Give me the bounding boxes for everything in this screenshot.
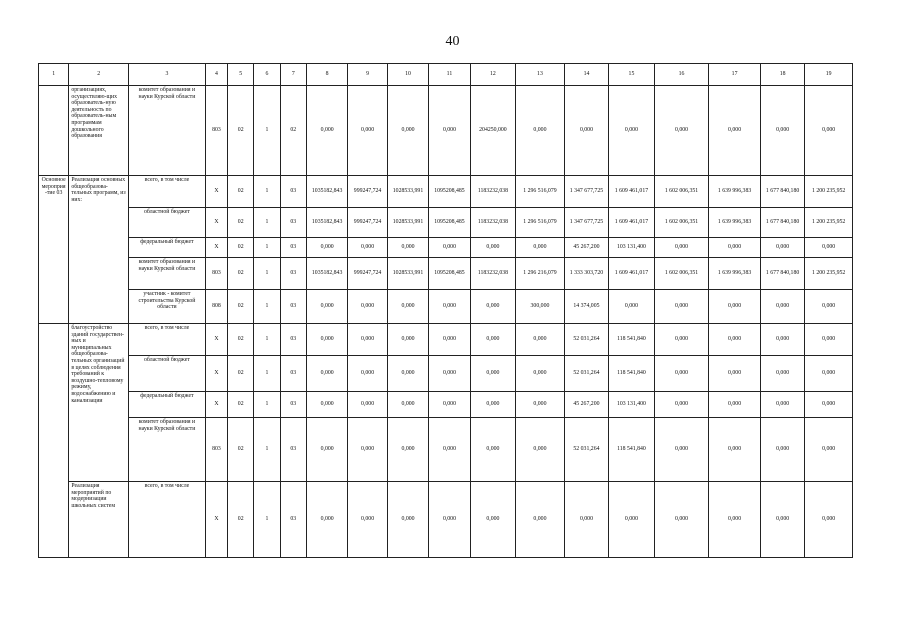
value-cell: 0,000 <box>348 238 387 258</box>
value-cell: 0,000 <box>306 418 347 482</box>
pr-code-cell: 1 <box>254 86 280 176</box>
value-cell: 999247,724 <box>348 208 387 238</box>
grbs-code-cell: X <box>205 176 227 208</box>
value-cell: 0,000 <box>306 392 347 418</box>
value-cell: 0,000 <box>429 356 470 392</box>
table-row <box>39 418 853 482</box>
value-cell: 14 374,005 <box>564 290 608 324</box>
column-number: 17 <box>709 64 761 86</box>
executor-cell: всего, в том числе <box>128 176 205 208</box>
value-cell: 1 602 006,351 <box>654 258 709 290</box>
table-row <box>39 86 853 176</box>
grbs-code-cell: 803 <box>205 258 227 290</box>
column-number: 10 <box>387 64 428 86</box>
value-cell: 1 333 303,720 <box>564 258 608 290</box>
value-cell: 1 296 516,079 <box>516 208 565 238</box>
value-cell: 0,000 <box>348 392 387 418</box>
activity-name-cell: благоустройство зданий государствен-ных и муниципальных общеобразова-тельных организаций в целях соблюдения требований к воздушно-тепловому режиму, водоснабжению и канализации <box>69 324 129 482</box>
executor-cell: комитет образования и науки Курской области <box>128 418 205 482</box>
value-cell: 1035182,843 <box>306 258 347 290</box>
rz-code-cell: 02 <box>228 238 254 258</box>
value-cell: 1035182,843 <box>306 208 347 238</box>
rz-code-cell: 02 <box>228 290 254 324</box>
value-cell: 0,000 <box>516 356 565 392</box>
value-cell: 0,000 <box>564 482 608 558</box>
column-number: 13 <box>516 64 565 86</box>
value-cell: 0,000 <box>516 392 565 418</box>
value-cell: 0,000 <box>760 290 804 324</box>
table-body <box>39 64 853 558</box>
value-cell: 0,000 <box>760 392 804 418</box>
column-number-row <box>39 64 853 86</box>
pr-code-cell: 1 <box>254 324 280 356</box>
table-row <box>39 176 853 208</box>
value-cell: 1 677 840,180 <box>760 258 804 290</box>
grbs-code-cell: X <box>205 324 227 356</box>
value-cell: 1183232,038 <box>470 176 516 208</box>
value-cell: 1183232,038 <box>470 208 516 238</box>
value-cell: 0,000 <box>654 290 709 324</box>
value-cell: 103 131,400 <box>609 392 655 418</box>
value-cell: 0,000 <box>387 324 428 356</box>
value-cell: 1 609 461,017 <box>609 208 655 238</box>
value-cell: 0,000 <box>654 356 709 392</box>
value-cell: 0,000 <box>654 324 709 356</box>
value-cell: 1095208,485 <box>429 208 470 238</box>
value-cell: 0,000 <box>709 290 761 324</box>
value-cell: 1 609 461,017 <box>609 176 655 208</box>
grbs-code-cell: X <box>205 238 227 258</box>
column-number: 4 <box>205 64 227 86</box>
column-number: 14 <box>564 64 608 86</box>
page-number: 40 <box>445 34 460 49</box>
grbs-code-cell: X <box>205 482 227 558</box>
value-cell: 0,000 <box>429 238 470 258</box>
value-cell: 0,000 <box>654 418 709 482</box>
value-cell: 1183232,038 <box>470 258 516 290</box>
value-cell: 0,000 <box>760 238 804 258</box>
value-cell: 0,000 <box>429 86 470 176</box>
table-row <box>39 392 853 418</box>
value-cell: 0,000 <box>609 86 655 176</box>
csr-code-cell: 03 <box>280 418 306 482</box>
executor-cell: комитет образования и науки Курской области <box>128 258 205 290</box>
value-cell: 0,000 <box>429 290 470 324</box>
value-cell: 0,000 <box>654 238 709 258</box>
value-cell: 0,000 <box>609 482 655 558</box>
value-cell: 1035182,843 <box>306 176 347 208</box>
value-cell: 45 267,200 <box>564 392 608 418</box>
value-cell: 0,000 <box>760 482 804 558</box>
activity-status-cell <box>39 86 69 176</box>
value-cell: 300,000 <box>516 290 565 324</box>
value-cell: 1 296 516,079 <box>516 176 565 208</box>
column-number: 6 <box>254 64 280 86</box>
csr-code-cell: 03 <box>280 356 306 392</box>
pr-code-cell: 1 <box>254 392 280 418</box>
value-cell: 52 031,264 <box>564 324 608 356</box>
value-cell: 0,000 <box>805 290 853 324</box>
value-cell: 0,000 <box>429 418 470 482</box>
value-cell: 0,000 <box>654 392 709 418</box>
value-cell: 1 200 235,952 <box>805 208 853 238</box>
table-row <box>39 482 853 558</box>
value-cell: 0,000 <box>387 482 428 558</box>
value-cell: 1 602 006,351 <box>654 208 709 238</box>
value-cell: 52 031,264 <box>564 356 608 392</box>
value-cell: 0,000 <box>805 356 853 392</box>
value-cell: 0,000 <box>760 418 804 482</box>
value-cell: 0,000 <box>709 482 761 558</box>
column-number: 1 <box>39 64 69 86</box>
value-cell: 0,000 <box>516 238 565 258</box>
value-cell: 1028533,991 <box>387 208 428 238</box>
value-cell: 0,000 <box>470 482 516 558</box>
value-cell: 0,000 <box>564 86 608 176</box>
csr-code-cell: 03 <box>280 208 306 238</box>
column-number: 16 <box>654 64 709 86</box>
executor-cell: областной бюджет <box>128 208 205 238</box>
activity-name-cell: Реализация мероприятий по модернизации школьных систем <box>69 482 129 558</box>
table-row <box>39 208 853 238</box>
column-number: 2 <box>69 64 129 86</box>
pr-code-cell: 1 <box>254 418 280 482</box>
activity-status-cell <box>39 324 69 558</box>
value-cell: 1 296 216,079 <box>516 258 565 290</box>
value-cell: 0,000 <box>387 86 428 176</box>
csr-code-cell: 03 <box>280 258 306 290</box>
value-cell: 0,000 <box>306 324 347 356</box>
pr-code-cell: 1 <box>254 290 280 324</box>
value-cell: 0,000 <box>805 324 853 356</box>
executor-cell: всего, в том числе <box>128 324 205 356</box>
value-cell: 0,000 <box>805 392 853 418</box>
value-cell: 0,000 <box>760 356 804 392</box>
value-cell: 0,000 <box>306 482 347 558</box>
budget-table <box>38 63 853 558</box>
value-cell: 1095208,485 <box>429 176 470 208</box>
rz-code-cell: 02 <box>228 356 254 392</box>
value-cell: 1 347 677,725 <box>564 176 608 208</box>
csr-code-cell: 03 <box>280 176 306 208</box>
csr-code-cell: 03 <box>280 238 306 258</box>
value-cell: 45 267,200 <box>564 238 608 258</box>
grbs-code-cell: 808 <box>205 290 227 324</box>
executor-cell: участник - комитет строительства Курской области <box>128 290 205 324</box>
value-cell: 0,000 <box>709 392 761 418</box>
value-cell: 0,000 <box>654 86 709 176</box>
value-cell: 0,000 <box>709 356 761 392</box>
activity-name-cell: Реализация основных общеобразова-тельных программ, из них: <box>69 176 129 324</box>
value-cell: 0,000 <box>306 290 347 324</box>
value-cell: 999247,724 <box>348 176 387 208</box>
value-cell: 118 541,840 <box>609 324 655 356</box>
value-cell: 0,000 <box>709 238 761 258</box>
value-cell: 1028533,991 <box>387 176 428 208</box>
value-cell: 0,000 <box>470 418 516 482</box>
value-cell: 0,000 <box>609 290 655 324</box>
value-cell: 1 677 840,180 <box>760 208 804 238</box>
value-cell: 0,000 <box>470 392 516 418</box>
rz-code-cell: 02 <box>228 258 254 290</box>
value-cell: 0,000 <box>654 482 709 558</box>
value-cell: 0,000 <box>348 324 387 356</box>
pr-code-cell: 1 <box>254 356 280 392</box>
value-cell: 1 639 996,383 <box>709 208 761 238</box>
pr-code-cell: 1 <box>254 238 280 258</box>
csr-code-cell: 03 <box>280 482 306 558</box>
csr-code-cell: 03 <box>280 324 306 356</box>
executor-cell: комитет образования и науки Курской области <box>128 86 205 176</box>
value-cell: 1 677 840,180 <box>760 176 804 208</box>
value-cell: 1 639 996,383 <box>709 176 761 208</box>
csr-code-cell: 02 <box>280 86 306 176</box>
pr-code-cell: 1 <box>254 482 280 558</box>
table-row <box>39 356 853 392</box>
rz-code-cell: 02 <box>228 324 254 356</box>
value-cell: 0,000 <box>306 86 347 176</box>
value-cell: 52 031,264 <box>564 418 608 482</box>
value-cell: 1 200 235,952 <box>805 258 853 290</box>
rz-code-cell: 02 <box>228 86 254 176</box>
value-cell: 0,000 <box>805 238 853 258</box>
value-cell: 0,000 <box>709 324 761 356</box>
column-number: 8 <box>306 64 347 86</box>
column-number: 7 <box>280 64 306 86</box>
value-cell: 0,000 <box>805 482 853 558</box>
pr-code-cell: 1 <box>254 258 280 290</box>
column-number: 11 <box>429 64 470 86</box>
executor-cell: федеральный бюджет <box>128 238 205 258</box>
activity-name-cell: организациях, осуществляю-щих образователь-ную деятельность по образователь-ным программам дошкольного образования <box>69 86 129 176</box>
activity-status-cell: Основное мероприя-тие 03 <box>39 176 69 324</box>
value-cell: 0,000 <box>516 324 565 356</box>
table-row <box>39 324 853 356</box>
value-cell: 1 639 996,383 <box>709 258 761 290</box>
column-number: 18 <box>760 64 804 86</box>
value-cell: 118 541,840 <box>609 356 655 392</box>
value-cell: 118 541,840 <box>609 418 655 482</box>
grbs-code-cell: 803 <box>205 86 227 176</box>
value-cell: 0,000 <box>306 238 347 258</box>
value-cell: 1095208,485 <box>429 258 470 290</box>
table-row <box>39 258 853 290</box>
grbs-code-cell: 803 <box>205 418 227 482</box>
value-cell: 0,000 <box>470 238 516 258</box>
value-cell: 0,000 <box>387 418 428 482</box>
executor-cell: областной бюджет <box>128 356 205 392</box>
value-cell: 0,000 <box>470 290 516 324</box>
value-cell: 1 200 235,952 <box>805 176 853 208</box>
rz-code-cell: 02 <box>228 176 254 208</box>
value-cell: 1028533,991 <box>387 258 428 290</box>
csr-code-cell: 03 <box>280 290 306 324</box>
value-cell: 103 131,400 <box>609 238 655 258</box>
value-cell: 0,000 <box>348 356 387 392</box>
value-cell: 0,000 <box>516 482 565 558</box>
value-cell: 0,000 <box>709 418 761 482</box>
grbs-code-cell: X <box>205 208 227 238</box>
column-number: 15 <box>609 64 655 86</box>
value-cell: 0,000 <box>429 392 470 418</box>
csr-code-cell: 03 <box>280 392 306 418</box>
value-cell: 0,000 <box>387 392 428 418</box>
executor-cell: всего, в том числе <box>128 482 205 558</box>
table-row <box>39 238 853 258</box>
executor-cell: федеральный бюджет <box>128 392 205 418</box>
value-cell: 0,000 <box>306 356 347 392</box>
value-cell: 204250,000 <box>470 86 516 176</box>
value-cell: 0,000 <box>348 482 387 558</box>
value-cell: 0,000 <box>516 418 565 482</box>
pr-code-cell: 1 <box>254 208 280 238</box>
table-row <box>39 290 853 324</box>
column-number: 5 <box>228 64 254 86</box>
value-cell: 0,000 <box>805 86 853 176</box>
column-number: 9 <box>348 64 387 86</box>
value-cell: 1 609 461,017 <box>609 258 655 290</box>
rz-code-cell: 02 <box>228 208 254 238</box>
value-cell: 0,000 <box>387 238 428 258</box>
value-cell: 0,000 <box>516 86 565 176</box>
value-cell: 0,000 <box>470 356 516 392</box>
value-cell: 0,000 <box>348 418 387 482</box>
value-cell: 0,000 <box>387 290 428 324</box>
column-number: 12 <box>470 64 516 86</box>
value-cell: 0,000 <box>805 418 853 482</box>
value-cell: 0,000 <box>348 290 387 324</box>
value-cell: 1 347 677,725 <box>564 208 608 238</box>
value-cell: 0,000 <box>760 86 804 176</box>
value-cell: 0,000 <box>429 482 470 558</box>
rz-code-cell: 02 <box>228 418 254 482</box>
rz-code-cell: 02 <box>228 392 254 418</box>
column-number: 3 <box>128 64 205 86</box>
value-cell: 1 602 006,351 <box>654 176 709 208</box>
pr-code-cell: 1 <box>254 176 280 208</box>
rz-code-cell: 02 <box>228 482 254 558</box>
value-cell: 0,000 <box>429 324 470 356</box>
grbs-code-cell: X <box>205 356 227 392</box>
value-cell: 0,000 <box>709 86 761 176</box>
grbs-code-cell: X <box>205 392 227 418</box>
column-number: 19 <box>805 64 853 86</box>
value-cell: 0,000 <box>760 324 804 356</box>
value-cell: 0,000 <box>348 86 387 176</box>
value-cell: 0,000 <box>387 356 428 392</box>
value-cell: 999247,724 <box>348 258 387 290</box>
value-cell: 0,000 <box>470 324 516 356</box>
